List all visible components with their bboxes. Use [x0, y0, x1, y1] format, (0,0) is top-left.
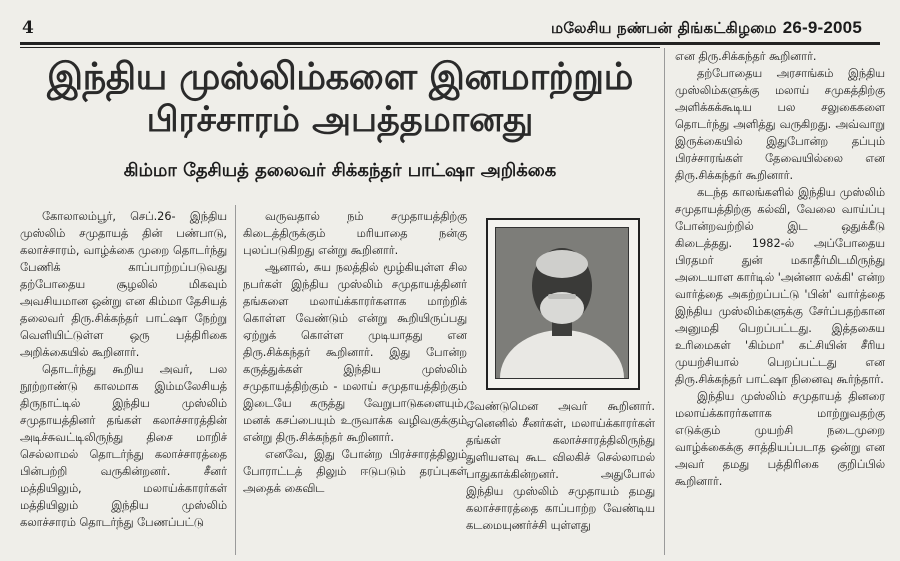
- header-rule-right: [660, 42, 880, 45]
- headline: [22, 54, 658, 142]
- paper-name: மலேசிய நண்பன் திங்கட்கிழமை: [551, 19, 777, 37]
- paragraph: என திரு.சிக்கந்தர் கூறினார்.: [675, 50, 817, 63]
- portrait-illustration: [496, 228, 628, 378]
- issue-date: 26-9-2005: [782, 18, 862, 37]
- paragraph: எனவே, இது போன்ற பிரச்சாரத்திலும் போராட்டத் திலும் ஈடுபடும் தரப்புகள் அதைக் கைவிட: [243, 448, 467, 495]
- headline-line-1: இந்திய முஸ்லிம்களை இனமாற்றும்: [47, 54, 633, 98]
- portrait-photo-frame: [486, 218, 640, 390]
- paragraph: இந்திய முஸ்லிம் சமுதாயத் தினரை மலாய்க்காரர்களாக மாற்றுவதற்கு எடுக்கும் முயற்சி நடைமுறை வாழ்க்கைக்கு சாத்தியப்படாத ஒன்று என அவர் தமது பத்திரிகை குறிப்பில் கூறினார்.: [675, 390, 885, 488]
- subheadline: கிம்மா தேசியத் தலைவர் சிக்கந்தர் பாட்ஷா அறிக்கை: [123, 160, 557, 181]
- paragraph: கோலாலம்பூர், செப்.26- இந்திய முஸ்லிம் சமுதாயத் தின் பண்பாடு, கலாச்சாரம், வாழ்க்கை முறை தொடர்ந்து பேணிக் காப்பாற்றப்படுவது தற்போதைய சூழலில் மிகவும் அவசியமான ஒன்று என கிம்மா தேசியத் தலைவர் திரு.சிக்கந்தர் பாட்ஷா நேற்று வெளியிட்டுள்ள ஒரு பத்திரிகை அறிக்கையில் கூறினார்.: [20, 210, 227, 359]
- header-rule: [20, 42, 660, 45]
- article-column-3: [466, 398, 655, 558]
- masthead: [551, 18, 862, 39]
- headline-line-2: பிரச்சாரம் அபத்தமானது: [146, 99, 534, 140]
- header-rule-thin: [20, 47, 660, 48]
- paragraph: ஆனால், சுய நலத்தில் மூழ்கியுள்ள சில நபர்கள் இந்திய முஸ்லிம் சமுதாயத்தினர் தங்களை மலாய்க்காரர்களாக மாற்றிக் கொள்ள வேண்டும் என்று கூறியிருப்பது ஏற்றுக் கொள்ள முடியாதது என திரு.சிக்கந்தர் கூறினார். இது போன்ற கருத்துக்கள் இந்திய முஸ்லிம் சமுதாயத்திற்கும் - மலாய் சமுதாயத்திற்கும் இடையே கருத்து வேறுபாடுகளையும், மனக் கசப்பையும் உருவாக்க வழிவகுக்கும் என்று திரு.சிக்கந்தர் கூறினார்.: [243, 261, 467, 444]
- page-number: 4: [22, 18, 34, 38]
- column-divider: [235, 205, 236, 555]
- paragraph: தற்போதைய அரசாங்கம் இந்திய முஸ்லிம்களுக்கு மலாய் சமுகத்திற்கு அளிக்கக்கூடிய பல சலுகைகளை தொடர்ந்து அளித்து வருகிறது. அவ்வாறு இருக்கையில் இதுபோன்ற தப்பும் பிரச்சாரங்கள் தேவையில்லை என திரு.சிக்கந்தர் கூறினார்.: [675, 67, 885, 182]
- article-column-1: [20, 208, 227, 558]
- paragraph: வருவதால் நம் சமுதாயத்திற்கு கிடைத்திருக்கும் மரியாதை நன்கு புலப்படுகிறது என்று கூறினார்.: [243, 210, 467, 257]
- paragraph: கடந்த காலங்களில் இந்திய முஸ்லிம் சமுதாயத்திற்கு கல்வி, வேலை வாய்ப்பு போன்றவற்றில் இட ஒதுக்கீடு கிடைத்தது. 1982-ல் அப்போதைய பிரதமர் துன் மகாதீர்மிடமிருந்து அடையாள கார்டில் 'அன்னா லக்கி' என்ற வார்த்தை அகற்றப்பட்டு 'பின்' வார்த்தை இந்திய முஸ்லிம்களுக்கு சேர்ப்பதற்கான அனுமதி பெறப்பட்டது. இத்தகைய உரிமைகள் 'கிம்மா' கட்சியின் சீரிய முயற்சியால் பெறப்பட்டது என திரு.சிக்கந்தர் பாட்ஷா நினைவு கூர்ந்தார்.: [675, 186, 885, 386]
- paragraph: தொடர்ந்து கூறிய அவர், பல நூற்றாண்டு காலமாக இம்மலேசியத் திருநாட்டில் இந்திய முஸ்லிம் சமுதாயத்தினர் தங்கள் கலாச்சாரத்தின் அடிச்சுவட்டிலிருந்து திசை மாறிச் செல்லாமல் தொடர்ந்து கலாச்சாரத்தை பின்பற்றி வருகின்றனர். சீனர் மத்தியிலும், மலாய்க்காரர்கள் மத்தியிலும் இந்திய முஸ்லிம் கலாச்சாரம் தொடர்ந்து பேணப்பட்டு: [20, 363, 227, 529]
- paragraph: வேண்டுமென அவர் கூறினார். ஏனெனில் சீனர்கள், மலாய்க்காரர்கள் தங்கள் கலாச்சாரத்திலிருந்து துளியளவு கூட விலகிச் செல்லாமல் பாதுகாக்கின்றனர். அதுபோல் இந்திய முஸ்லிம் சமுதாயம் தமது கலாச்சாரத்தை காப்பாற்ற வேண்டிய கடமையுணர்ச்சி யுள்ளது: [466, 400, 655, 532]
- column-divider: [664, 48, 665, 555]
- article-column-4: [675, 48, 885, 558]
- portrait-photo: [495, 227, 629, 379]
- article-column-2: [243, 208, 467, 558]
